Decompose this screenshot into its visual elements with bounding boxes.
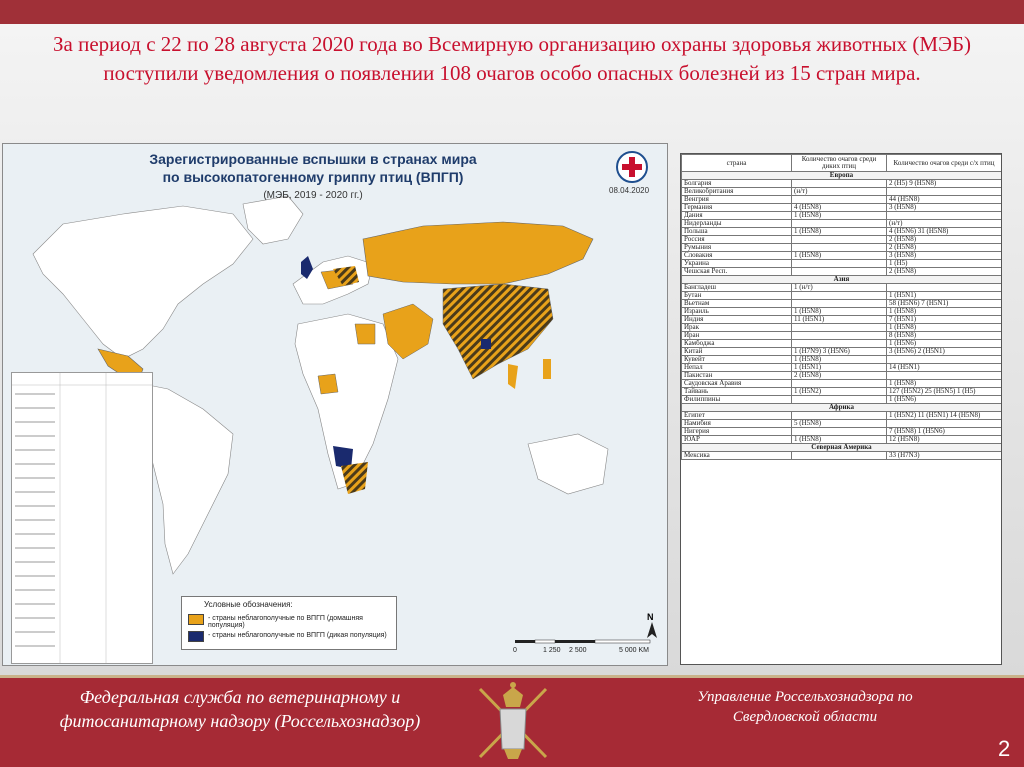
footer-divider [0,675,1024,678]
cell-domestic: 1 (H5N6) [887,396,1002,404]
cell-country: Украина [682,260,792,268]
cell-country: Дания [682,212,792,220]
table-row [682,388,1002,396]
footer [0,675,1024,767]
cell-wild: 11 (H5N1) [792,316,887,324]
cell-wild: 1 (H5N8) [792,356,887,364]
table-row [682,188,1002,196]
land-australia [528,434,608,494]
cell-country: Камбоджа [682,340,792,348]
cell-wild: 1 (H7N9) 3 (H5N6) [792,348,887,356]
table-row [682,260,1002,268]
cell-wild [792,428,887,436]
land-north-america [33,206,253,359]
cell-country: Израиль [682,308,792,316]
cell-domestic: 3 (H5N8) [887,252,1002,260]
footer-agency-line1: Федеральная служба по ветеринарному и [79,687,401,707]
cell-domestic: 1 (H5N1) [887,292,1002,300]
region-label: Северная Америка [682,444,1002,452]
cell-domestic: 2 (H5N8) [887,268,1002,276]
land-south-america [143,384,233,574]
cell-wild [792,268,887,276]
scale-label-0: 0 [513,647,517,654]
cell-domestic: 3 (H5N6) 2 (H5N1) [887,348,1002,356]
cell-wild [792,180,887,188]
table-header-domestic: Количество очагов среди с/х птиц [887,155,1002,172]
cell-domestic: 58 (H5N6) 7 (H5N1) [887,300,1002,308]
cell-country: Словакия [682,252,792,260]
legend-label-domestic: - страны неблагополучные по ВПГП (домашняя популяция) [208,615,363,629]
cell-wild [792,292,887,300]
cell-country: Германия [682,204,792,212]
world-map-panel [2,143,668,666]
cell-country: Россия [682,236,792,244]
table-row [682,340,1002,348]
cell-domestic: 1 (H5N6) [887,340,1002,348]
legend-title: Условные обозначения: [204,600,293,609]
legend-swatch-wild [188,631,204,642]
cell-country: Тайвань [682,388,792,396]
country-egypt [355,324,375,344]
cell-country: Филиппины [682,396,792,404]
cell-domestic: 7 (H5N8) 1 (H5N6) [887,428,1002,436]
cell-domestic: 12 (H5N8) [887,436,1002,444]
oie-emblem-icon [615,150,649,184]
legend-swatch-domestic [188,614,204,625]
table-row [682,228,1002,236]
cell-wild [792,244,887,252]
cell-wild: 1 (H5N8) [792,212,887,220]
cell-country: Индия [682,316,792,324]
table-body [682,172,1002,460]
table-row [682,316,1002,324]
cell-wild: 2 (H5N8) [792,372,887,380]
country-south-africa [341,462,368,494]
scale-bar [515,638,655,658]
table-row [682,364,1002,372]
map-legend [181,596,397,650]
cell-country: Бутан [682,292,792,300]
table-row [682,396,1002,404]
cell-domestic [887,284,1002,292]
cell-domestic: 1 (H5N8) [887,308,1002,316]
cell-country: Пакистан [682,372,792,380]
table-row [682,412,1002,420]
cell-domestic: 2 (H5N8) [887,236,1002,244]
table-row [682,212,1002,220]
cell-country: Кувейт [682,356,792,364]
country-vietnam [508,364,518,389]
cell-country: ЮАР [682,436,792,444]
table-row [682,244,1002,252]
map-title [103,150,523,186]
cell-domestic: 7 (H5N1) [887,316,1002,324]
table-row [682,380,1002,388]
table-region-row [682,276,1002,284]
top-bar [0,0,1024,24]
cell-country: Вьетнам [682,300,792,308]
table-header-wild: Количество очагов среди диких птиц [792,155,887,172]
table-row [682,292,1002,300]
region-label: Африка [682,404,1002,412]
table-row [682,356,1002,364]
cell-wild [792,332,887,340]
cell-wild: 1 (H5N8) [792,252,887,260]
cell-wild [792,452,887,460]
country-bangladesh [481,339,491,349]
cell-country: Болгария [682,180,792,188]
cell-country: Великобритания [682,188,792,196]
cell-wild [792,396,887,404]
cell-country: Нидерланды [682,220,792,228]
cell-country: Непал [682,364,792,372]
footer-office-line1: Управление Россельхознадзора по [697,689,913,705]
cell-wild: 1 (H5N8) [792,308,887,316]
cell-wild: 1 (H5N8) [792,436,887,444]
table-row [682,332,1002,340]
region-label: Азия [682,276,1002,284]
cell-country: Бангладеш [682,284,792,292]
cell-domestic: 14 (H5N1) [887,364,1002,372]
table-row [682,236,1002,244]
legend-label-wild: - страны неблагополучные по ВПГП (дикая популяция) [208,632,387,639]
cell-wild [792,340,887,348]
country-china-india [443,284,553,379]
rosselkhoznadzor-emblem-icon [470,679,556,763]
table-row [682,220,1002,228]
cell-domestic: (н/т) [887,220,1002,228]
table-row [682,268,1002,276]
cell-wild: 1 (H5N8) [792,228,887,236]
table-region-row [682,404,1002,412]
cell-country: Ирак [682,324,792,332]
map-subtitle: (МЭБ, 2019 - 2020 гг.) [263,190,363,201]
cell-wild [792,196,887,204]
north-arrow-icon [647,622,657,638]
table-row [682,180,1002,188]
scale-label-2: 2 500 [569,647,587,654]
cell-domestic: 1 (H5N8) [887,380,1002,388]
cell-wild [792,260,887,268]
cell-wild [792,380,887,388]
table-region-row [682,172,1002,180]
cell-wild: (н/т) [792,188,887,196]
land-greenland [243,196,303,244]
table-row [682,308,1002,316]
north-arrow: N [647,612,657,640]
cell-country: Египет [682,412,792,420]
cell-domestic [887,188,1002,196]
region-label: Европа [682,172,1002,180]
cell-domestic: 8 (H5N8) [887,332,1002,340]
table-row [682,420,1002,428]
cell-domestic: 1 (H5) [887,260,1002,268]
cell-domestic: 44 (H5N8) [887,196,1002,204]
footer-agency-line2: фитосанитарному надзору (Россельхознадзор) [59,711,421,731]
cell-wild: 5 (H5N8) [792,420,887,428]
cell-wild: 1 (H5N1) [792,364,887,372]
cell-country: Чешская Респ. [682,268,792,276]
map-date: 08.04.2020 [609,186,650,195]
outbreak-table [680,153,1002,665]
country-russia [363,222,593,284]
footer-office [640,687,970,727]
cell-wild [792,412,887,420]
map-title-line1: Зарегистрированные вспышки в странах мира [149,151,477,167]
cell-wild: 4 (H5N8) [792,204,887,212]
cell-country: Намибия [682,420,792,428]
cell-wild [792,300,887,308]
scale-label-1: 1 250 [543,647,561,654]
cell-country: Саудовская Аравия [682,380,792,388]
table-region-row [682,444,1002,452]
map-title-line2: по высокопатогенному гриппу птиц (ВПГП) [162,169,464,185]
cell-wild: 1 (H5N2) [792,388,887,396]
table-row [682,204,1002,212]
cell-wild [792,220,887,228]
table-row [682,252,1002,260]
cell-domestic: 2 (H5) 9 (H5N8) [887,180,1002,188]
cell-domestic: 2 (H5N8) [887,244,1002,252]
table-row [682,196,1002,204]
cell-wild [792,236,887,244]
slide-headline: За период с 22 по 28 августа 2020 года во Всемирную организацию охраны здоровья животных (МЭБ) поступили уведомления о появлении 108 очагов особо опасных болезней из 15 стран мира. [52,32,971,85]
table-row [682,324,1002,332]
cell-domestic: 127 (H5N2) 25 (H5N5) 1 (H5) [887,388,1002,396]
cell-wild: 1 (н/т) [792,284,887,292]
cell-domestic [887,420,1002,428]
cell-wild [792,324,887,332]
table-row [682,428,1002,436]
table-row [682,452,1002,460]
cell-domestic: 1 (H5N2) 11 (H5N1) 14 (H5N8) [887,412,1002,420]
table-row [682,300,1002,308]
map-inset-table [11,372,153,664]
table-row [682,348,1002,356]
cell-domestic: 3 (H5N8) [887,204,1002,212]
table-row [682,436,1002,444]
cell-country: Нигерия [682,428,792,436]
table-header-country: страна [682,155,792,172]
cell-country: Польша [682,228,792,236]
cell-domestic: 4 (H5N6) 31 (H5N8) [887,228,1002,236]
cell-domestic [887,356,1002,364]
cell-country: Венгрия [682,196,792,204]
cell-country: Иран [682,332,792,340]
page-number: 2 [998,736,1011,761]
cell-country: Румыния [682,244,792,252]
footer-office-line2: Свердловской области [732,709,878,725]
country-philippines [543,359,551,379]
scale-label-3: 5 000 KM [619,647,649,654]
cell-domestic [887,212,1002,220]
cell-country: Китай [682,348,792,356]
table-row [682,284,1002,292]
cell-domestic: 33 (H7N3) [887,452,1002,460]
cell-domestic [887,372,1002,380]
footer-agency [20,685,460,733]
country-nigeria [318,374,338,394]
cell-domestic: 1 (H5N8) [887,324,1002,332]
cell-country: Мексика [682,452,792,460]
table-row [682,372,1002,380]
